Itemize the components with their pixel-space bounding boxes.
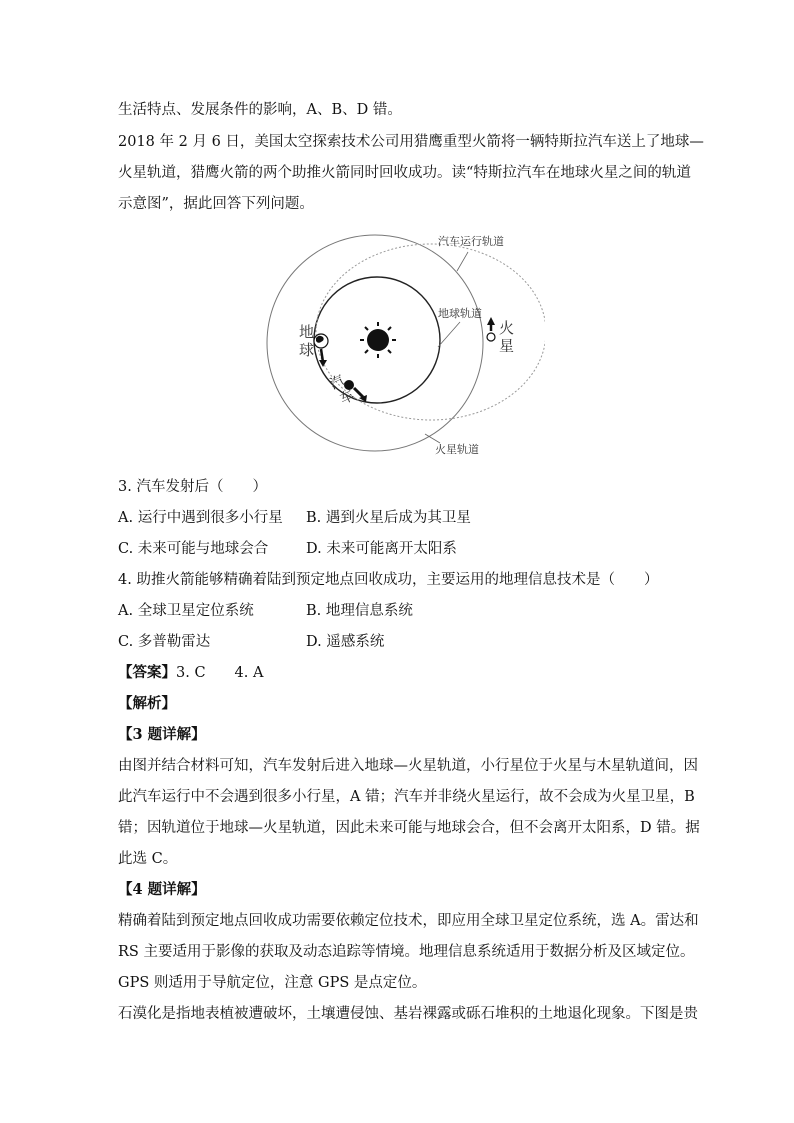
q3-detail-line-1: 由图并结合材料可知，汽车发射后进入地球—火星轨道，小行星位于火星与木星轨道间，因 [118, 758, 698, 774]
intro-tail: 生活特点、发展条件的影响，A、B、D 错。 [118, 102, 402, 118]
answer-line [118, 663, 263, 683]
earth-label-char-2: 球 [299, 341, 315, 359]
q3-detail-line-2: 此汽车运行中不会遇到很多小行星，A 错；汽车并非绕火星运行，故不会成为火星卫星，B [118, 789, 695, 805]
earth-icon [314, 334, 328, 367]
q3-option-d: D. 未来可能离开太阳系 [306, 541, 457, 557]
earth-label-char-1: 地 [299, 323, 315, 341]
sun-icon [360, 322, 396, 358]
q4-stem: 4. 助推火箭能够精确着陆到预定地点回收成功，主要运用的地理信息技术是（ ） [118, 572, 659, 588]
q4-detail-line-1: 精确着陆到预定地点回收成功需要依赖定位技术，即应用全球卫星定位系统，选 A。雷达和 [118, 913, 699, 929]
earth-orbit-label: 地球轨道 [438, 307, 482, 320]
q3-detail-line-4: 此选 C。 [118, 851, 178, 867]
q3-option-b: B. 遇到火星后成为其卫星 [306, 510, 471, 526]
q4-detail-line-2: RS 主要适用于影像的获取及动态追踪等情境。地理信息系统适用于数据分析及区域定位。 [118, 944, 695, 960]
mars-label-char-1: 火 [499, 319, 515, 337]
car-label-char-1: 汽 [327, 372, 348, 394]
mars-orbit-label: 火星轨道 [435, 443, 479, 456]
analysis-label: 【解析】 [118, 695, 176, 712]
passage-line-3: 示意图”，据此回答下列问题。 [118, 196, 314, 212]
q4-detail-label: 【4 题详解】 [118, 881, 206, 898]
orbit-diagram [255, 225, 545, 460]
car-orbit-label: 汽车运行轨道 [438, 235, 504, 248]
q4-option-a: A. 全球卫星定位系统 [118, 603, 254, 619]
passage-line-1: 2018 年 2 月 6 日，美国太空探索技术公司用猎鹰重型火箭将一辆特斯拉汽车送上了地球— [118, 134, 704, 150]
q3-stem: 3. 汽车发射后（ ） [118, 479, 267, 495]
q3-option-c: C. 未来可能与地球会合 [118, 541, 269, 557]
answer-label: 【答案】 [118, 664, 176, 681]
q3-detail-label: 【3 题详解】 [118, 726, 206, 743]
next-passage-line: 石漠化是指地表植被遭破坏，土壤遭侵蚀、基岩裸露或砾石堆积的土地退化现象。下图是贵 [118, 1006, 698, 1022]
q4-option-c: C. 多普勒雷达 [118, 634, 211, 650]
q4-detail-line-3: GPS 则适用于导航定位，注意 GPS 是点定位。 [118, 975, 427, 991]
q4-option-b: B. 地理信息系统 [306, 603, 413, 619]
answer-text: 3. C 4. A [176, 665, 264, 681]
mars-icon [487, 317, 495, 341]
q3-detail-line-3: 错；因轨道位于地球—火星轨道，因此未来可能与地球会合，但不会离开太阳系，D 错。据 [118, 820, 700, 836]
mars-label-char-2: 星 [499, 337, 515, 355]
q4-option-d: D. 遥感系统 [306, 634, 385, 650]
q3-option-a: A. 运行中遇到很多小行星 [118, 510, 283, 526]
passage-line-2: 火星轨道，猎鹰火箭的两个助推火箭同时回收成功。读“特斯拉汽车在地球火星之间的轨道 [118, 165, 691, 181]
car-label-char-2: 车 [337, 387, 358, 409]
